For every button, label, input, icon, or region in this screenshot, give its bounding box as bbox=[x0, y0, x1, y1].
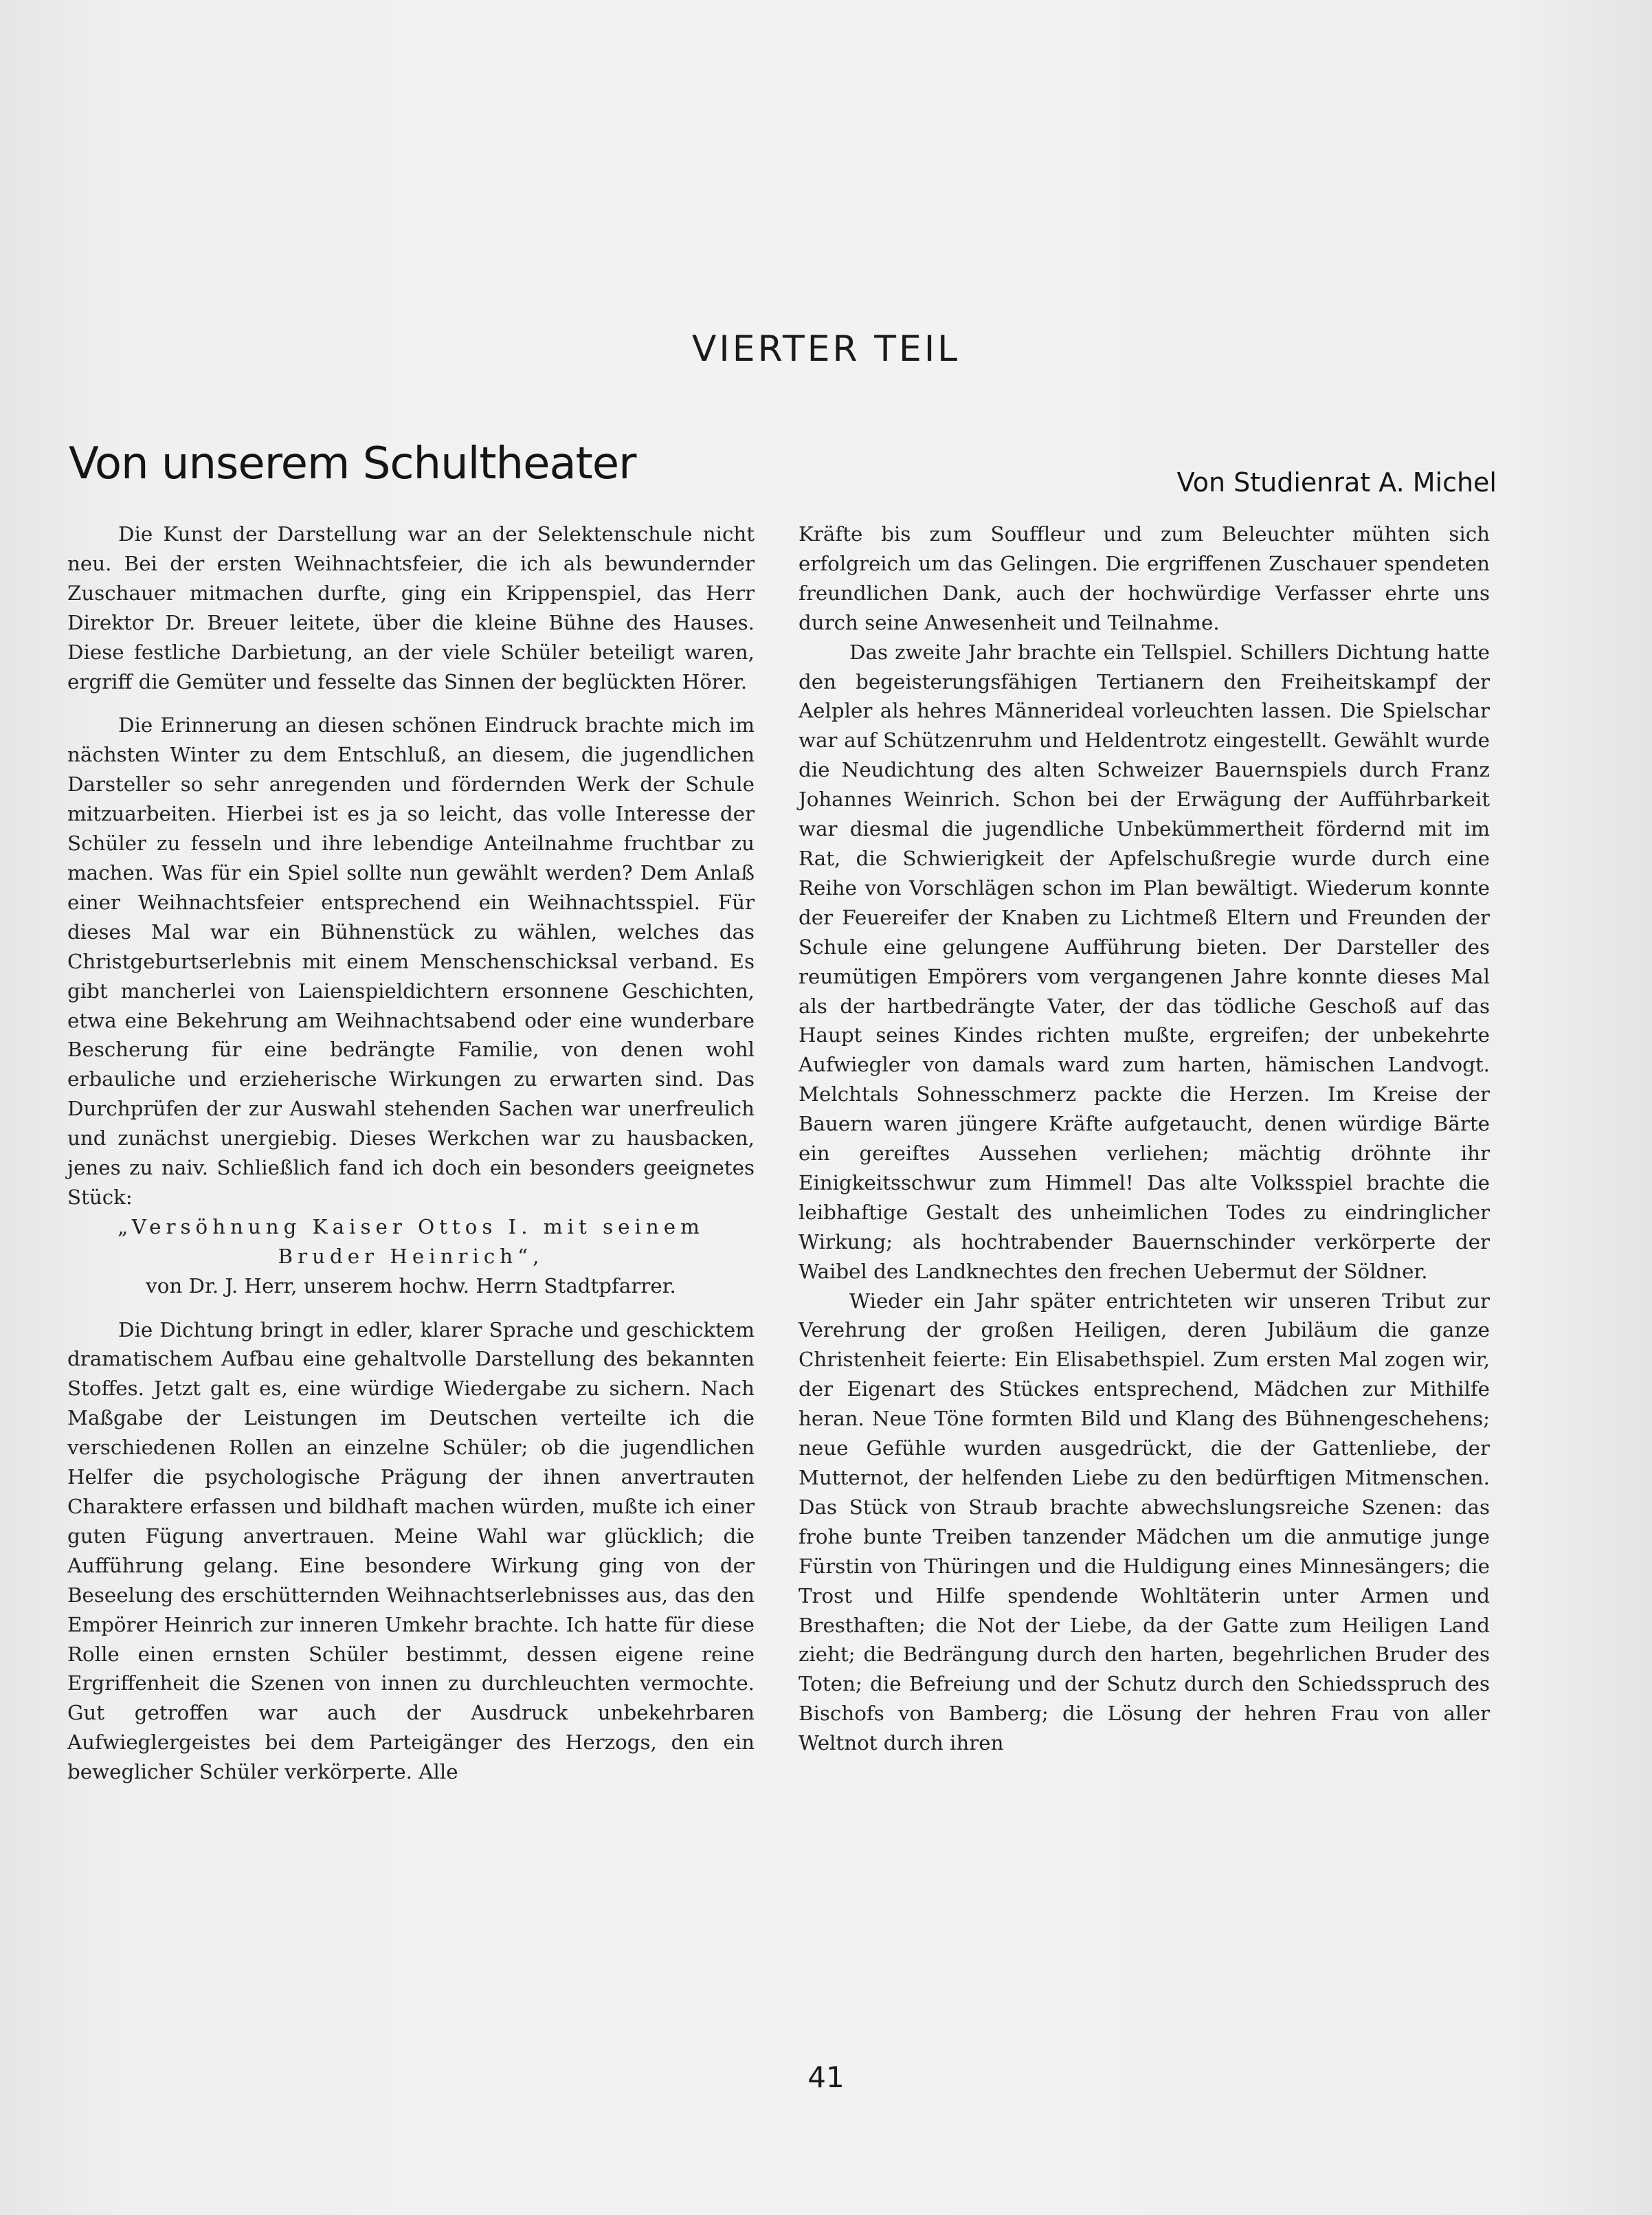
paragraph: Die Erinnerung an diesen schönen Eindruck brachte mich im nächsten Winter zu dem Entschluß, an diesem, die jugendlichen Darsteller so sehr anregenden und fördernden Werk der Schule mitzuarbeiten. Hierbei ist es ja so leicht, das volle Interesse der Schüler zu fesseln und ihre lebendige Anteilnahme fruchtbar zu machen. Was für ein Spiel sollte nun gewählt werden? Dem Anlaß einer Weihnachtsfeier entsprechend ein Weihnachtsspiel. Für dieses Mal war ein Bühnenstück zu wählen, welches das Christgeburtserlebnis mit einem Menschenschicksal verband. Es gibt mancherlei von Laienspieldichtern ersonnene Geschichten, etwa eine Bekehrung am Weihnachtsabend oder eine wunderbare Bescherung für eine bedrängte Familie, von denen wohl erbauliche und erzieherische Wirkungen zu erwarten sind. Das Durchprüfen der zur Auswahl stehenden Sachen war unerfreulich und zunächst unergiebig. Dieses Werkchen war zu hausbacken, jenes zu naiv. Schließlich fand ich doch ein besonders geeignetes Stück: bbox=[67, 713, 755, 1209]
right-text-column bbox=[799, 520, 1490, 1758]
left-text-column bbox=[67, 520, 755, 1787]
article-byline: Von Studienrat A. Michel bbox=[1176, 467, 1497, 498]
paragraph: Die Dichtung bringt in edler, klarer Sprache und geschicktem dramatischem Aufbau eine gehaltvolle Darstellung des bekannten Stoffes. Jetzt galt es, eine würdige Wiedergabe zu sichern. Nach Maßgabe der Leistungen im Deutschen verteilte ich die verschiedenen Rollen an einzelne Schüler; ob die jugendlichen Helfer die psychologische Prägung der ihnen anvertrauten Charaktere erfassen und bildhaft machen würden, mußte ich einer guten Fügung anvertrauen. Meine Wahl war glücklich; die Aufführung gelang. Eine besondere Wirkung ging von der Beseelung des erschütternden Weihnachtserlebnisses aus, das den Empörer Heinrich zur inneren Umkehr brachte. Ich hatte für diese Rolle einen ernsten Schüler bestimmt, dessen eigene reine Ergriffenheit die Szenen von innen zu durchleuchten vermochte. Gut getroffen war auch der Ausdruck unbekehrbaren Aufwieglergeistes bei dem Parteigänger des Herzogs, den ein beweglicher Schüler verkörperte. Alle bbox=[67, 1317, 755, 1784]
paragraph: Die Kunst der Darstellung war an der Selektenschule nicht neu. Bei der ersten Weihnachtsfeier, die ich als bewundernder Zuschauer mitmachen durfte, ging ein Krippenspiel, das Herr Direktor Dr. Breuer leitete, über die kleine Bühne des Hauses. Diese festliche Darbietung, an der viele Schüler beteiligt waren, ergriff die Gemüter und fesselte das Sinnen der beglückten Hörer. bbox=[67, 522, 755, 693]
paragraph: Wieder ein Jahr später entrichteten wir unseren Tribut zur Verehrung der großen Heiligen, deren Jubiläum die ganze Christenheit feierte: Ein Elisabethspiel. Zum ersten Mal zogen wir, der Eigenart des Stückes entsprechend, Mädchen zur Mithilfe heran. Neue Töne formten Bild und Klang des Bühnengeschehens; neue Gefühle wurden ausgedrückt, die der Gattenliebe, der Mutternot, der helfenden Liebe zu den bedürftigen Mitmenschen. Das Stück von Straub brachte abwechslungsreiche Szenen: das frohe bunte Treiben tanzender Mädchen um die anmutige junge Fürstin von Thüringen und die Huldigung eines Minnesängers; die Trost und Hilfe spendende Wohltäterin unter Armen und Bresthaften; die Not der Liebe, da der Gatte zum Heiligen Land zieht; die Bedrängung durch den harten, begehrlichen Bruder des Toten; die Befreiung und der Schutz durch den Schiedsspruch des Bischofs von Bamberg; die Lösung der hehren Frau von aller Weltnot durch ihren bbox=[799, 1289, 1490, 1755]
paragraph: Kräfte bis zum Souffleur und zum Beleuchter mühten sich erfolgreich um das Gelingen. Die ergriffenen Zuschauer spendeten freundlichen Dank, auch der hochwürdige Verfasser ehrte uns durch seine Anwesenheit und Teilnahme. bbox=[799, 522, 1490, 634]
paragraph: Das zweite Jahr brachte ein Tellspiel. Schillers Dichtung hatte den begeisterungsfähigen Tertianern den Freiheitskampf der Aelpler als hehres Männerideal vorleuchten lassen. Die Spielschar war auf Schützenruhm und Heldentrotz eingestellt. Gewählt wurde die Neudichtung des alten Schweizer Bauernspiels durch Franz Johannes Weinrich. Schon bei der Erwägung der Aufführbarkeit war diesmal die jugendliche Unbekümmertheit fördernd mit im Rat, die Schwierigkeit der Apfelschußregie wurde durch eine Reihe von Vorschlägen schon im Plan bewältigt. Wiederum konnte der Feuereifer der Knaben zu Lichtmeß Eltern und Freunden der Schule eine gelungene Aufführung bieten. Der Darsteller des reumütigen Empörers vom vergangenen Jahre konnte dieses Mal als der hartbedrängte Vater, der das tödliche Geschoß auf das Haupt seines Kindes richten mußte, ergreifen; der unbekehrte Aufwiegler von damals ward zum harten, hämischen Landvogt. Melchtals Sohnesschmerz packte die Herzen. Im Kreise der Bauern waren jüngere Kräfte aufgetaucht, denen würdige Bärte ein gereiftes Aussehen verliehen; mächtig dröhnte ihr Einigkeitsschwur zum Himmel! Das alte Volksspiel brachte die leibhaftige Gestalt des unheimlichen Todes zu eindringlicher Wirkung; als hochtrabender Bauernschinder verkörperte der Waibel des Landknechtes den frechen Uebermut der Söldner. bbox=[799, 640, 1490, 1283]
play-author: von Dr. J. Herr, unserem hochw. Herrn Stadtpfarrer. bbox=[146, 1273, 676, 1298]
play-title: „Versöhnung Kaiser Ottos I. mit seinem Bruder Heinrich“, bbox=[118, 1214, 704, 1268]
part-heading: VIERTER TEIL bbox=[691, 329, 961, 370]
article-title: Von unserem Schultheater bbox=[69, 438, 636, 489]
page-number: 41 bbox=[807, 2060, 845, 2094]
